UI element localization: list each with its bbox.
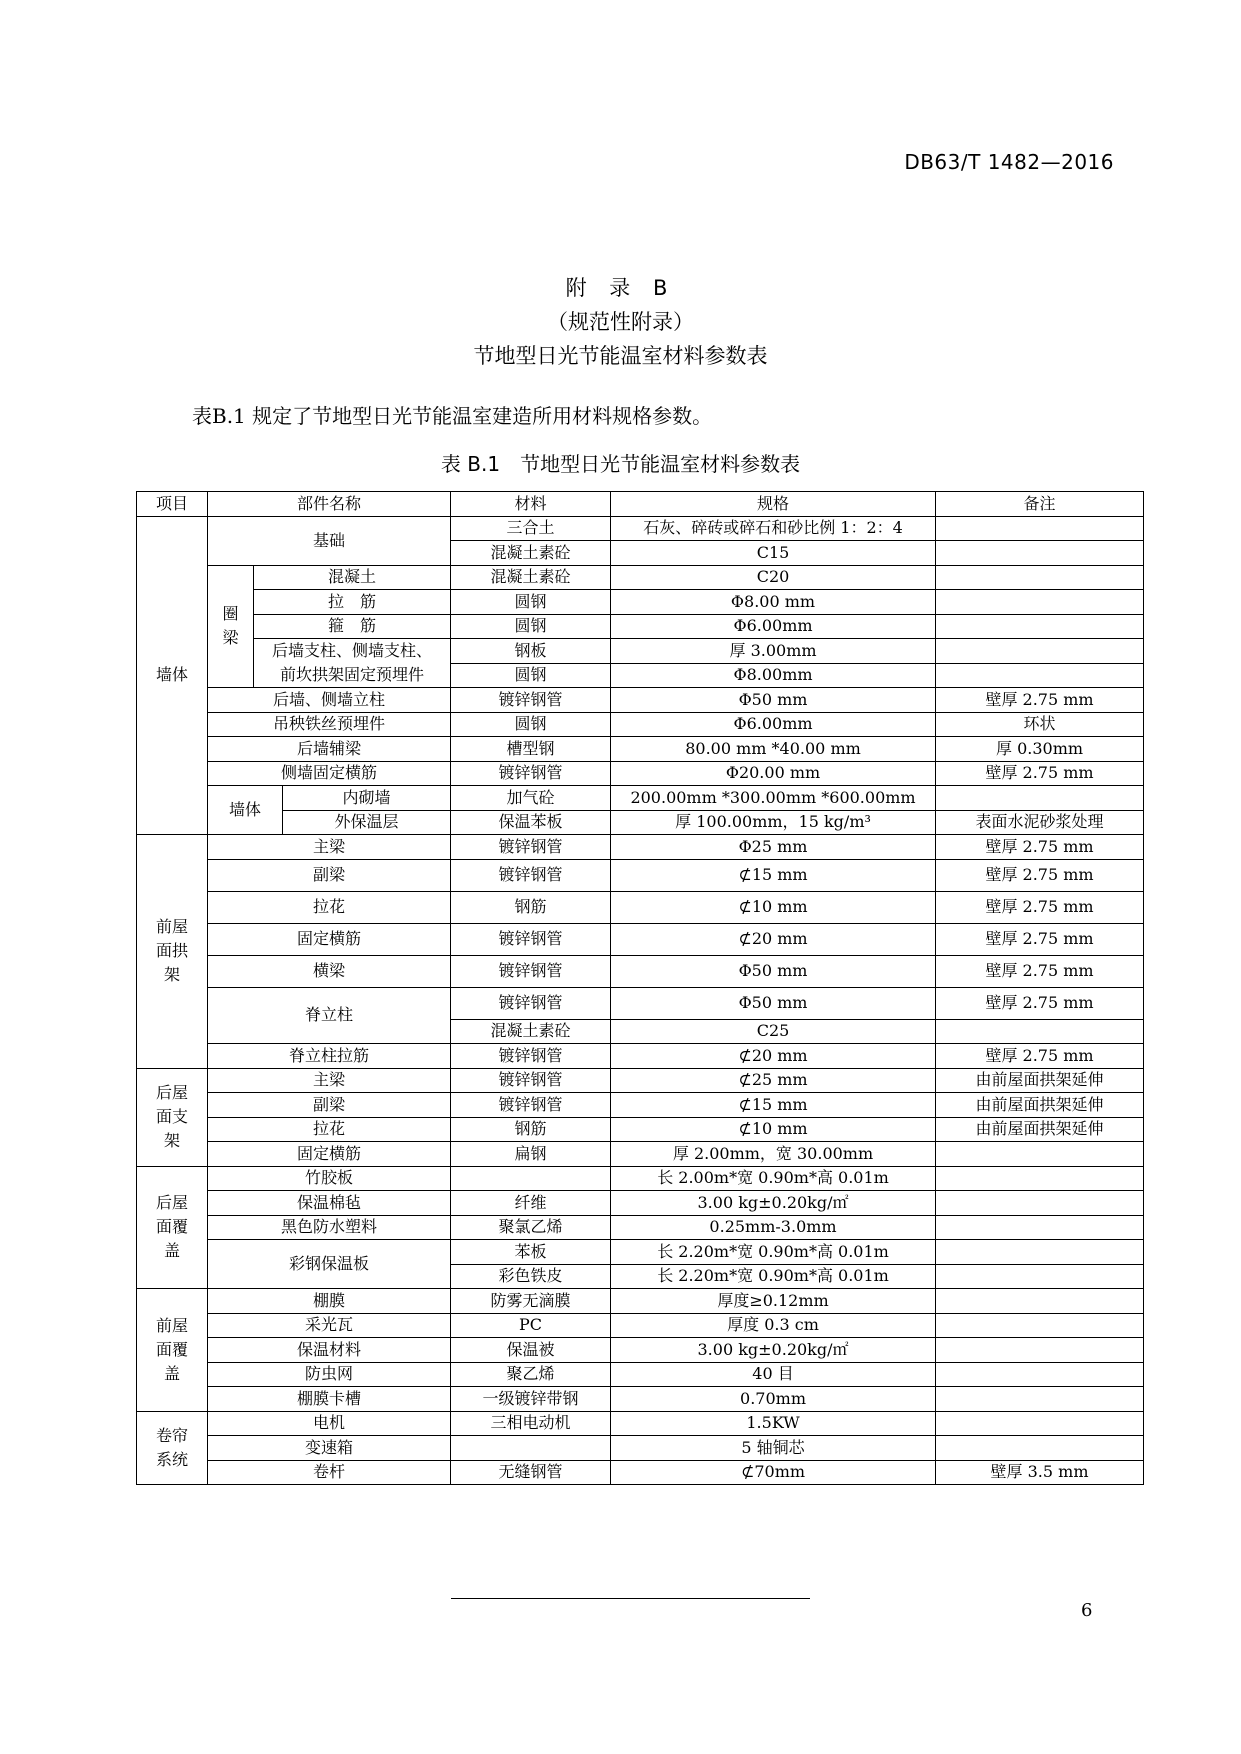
note-cell: [936, 614, 1144, 639]
note-cell: 壁厚 2.75 mm: [936, 1044, 1144, 1069]
table-row: [137, 614, 1144, 639]
table-row: [137, 835, 1144, 860]
note-cell: [936, 590, 1144, 615]
table-row: [137, 1142, 1144, 1167]
group-wall: 墙体: [137, 516, 208, 835]
part-cell: 内砌墙: [283, 786, 451, 811]
table-row: [137, 737, 1144, 762]
table-row: [137, 1093, 1144, 1118]
spec-cell: 长 2.20m*宽 0.90m*高 0.01m: [611, 1264, 936, 1289]
spec-cell: Φ6.00mm: [611, 712, 936, 737]
material-cell: 混凝土素砼: [451, 565, 611, 590]
table-row: [137, 1068, 1144, 1093]
spec-cell: 厚 2.00mm，宽 30.00mm: [611, 1142, 936, 1167]
group-front-cover: 前屋面覆盖: [137, 1289, 208, 1412]
note-cell: [936, 1338, 1144, 1363]
part-cell: 棚膜卡槽: [208, 1387, 451, 1412]
spec-cell: 厚度≥0.12mm: [611, 1289, 936, 1314]
part-cell: 基础: [208, 516, 451, 565]
table-row: [137, 1411, 1144, 1436]
part-cell: 黑色防水塑料: [208, 1215, 451, 1240]
table-row: [137, 1338, 1144, 1363]
part-cell: 外保温层: [283, 810, 451, 835]
table-row: [137, 1191, 1144, 1216]
part-cell: 拉花: [208, 1117, 451, 1142]
spec-cell: ⊄25 mm: [611, 1068, 936, 1093]
note-cell: 壁厚 2.75 mm: [936, 955, 1144, 987]
table-row: [137, 1240, 1144, 1265]
table-row: [137, 761, 1144, 786]
material-cell: 三相电动机: [451, 1411, 611, 1436]
part-cell: 副梁: [208, 1093, 451, 1118]
table-row: [137, 1117, 1144, 1142]
document-code: DB63/T 1482—2016: [904, 150, 1114, 174]
table-row: [137, 1436, 1144, 1461]
note-cell: [936, 663, 1144, 688]
group-roller-system: 卷帘系统: [137, 1411, 208, 1485]
note-cell: [936, 1166, 1144, 1191]
spec-cell: 5 轴铜芯: [611, 1436, 936, 1461]
part-cell: 采光瓦: [208, 1313, 451, 1338]
header-note: 备注: [936, 492, 1144, 517]
spec-cell: 长 2.00m*宽 0.90m*高 0.01m: [611, 1166, 936, 1191]
spec-cell: ⊄10 mm: [611, 891, 936, 923]
note-cell: 表面水泥砂浆处理: [936, 810, 1144, 835]
material-cell: 保温被: [451, 1338, 611, 1363]
spec-cell: ⊄15 mm: [611, 1093, 936, 1118]
table-row: [137, 859, 1144, 891]
table-row: [137, 1313, 1144, 1338]
header-part: 部件名称: [208, 492, 451, 517]
material-cell: 钢板: [451, 639, 611, 664]
group-rear-support: 后屋面支架: [137, 1068, 208, 1166]
part-cell: 固定横筋: [208, 1142, 451, 1167]
spec-cell: Φ50 mm: [611, 987, 936, 1019]
part-cell: 混凝土: [254, 565, 451, 590]
part-cell: 横梁: [208, 955, 451, 987]
material-cell: 镀锌钢管: [451, 987, 611, 1019]
note-cell: [936, 1289, 1144, 1314]
material-parameter-table: [136, 491, 1144, 1485]
spec-cell: ⊄70mm: [611, 1460, 936, 1485]
spec-cell: Φ8.00mm: [611, 663, 936, 688]
part-cell: 保温材料: [208, 1338, 451, 1363]
material-cell: 三合土: [451, 516, 611, 541]
part-cell: 拉 筋: [254, 590, 451, 615]
material-cell: 镀锌钢管: [451, 835, 611, 860]
header-item: 项目: [137, 492, 208, 517]
part-cell: 拉花: [208, 891, 451, 923]
part-cell: 前坎拱架固定预埋件: [254, 663, 451, 688]
table-row: [137, 1387, 1144, 1412]
spec-cell: 80.00 mm *40.00 mm: [611, 737, 936, 762]
note-cell: [936, 1019, 1144, 1044]
material-cell: 镀锌钢管: [451, 1068, 611, 1093]
material-cell: 聚氯乙烯: [451, 1215, 611, 1240]
material-cell: 镀锌钢管: [451, 1093, 611, 1118]
note-cell: [936, 1436, 1144, 1461]
material-cell: 钢筋: [451, 891, 611, 923]
note-cell: [936, 1142, 1144, 1167]
appendix-title: 附 录 B: [565, 276, 676, 300]
spec-cell: Φ50 mm: [611, 688, 936, 713]
material-cell: 纤维: [451, 1191, 611, 1216]
footer-divider: [451, 1598, 810, 1599]
spec-cell: 3.00 kg±0.20kg/㎡: [611, 1191, 936, 1216]
spec-cell: 0.70mm: [611, 1387, 936, 1412]
part-cell: 主梁: [208, 1068, 451, 1093]
subgroup-ring-beam: 圈梁: [208, 565, 254, 688]
part-cell: 棚膜: [208, 1289, 451, 1314]
part-cell: 保温棉毡: [208, 1191, 451, 1216]
table-row: [137, 987, 1144, 1019]
note-cell: 壁厚 2.75 mm: [936, 859, 1144, 891]
material-cell: 扁钢: [451, 1142, 611, 1167]
table-row: [137, 891, 1144, 923]
material-cell: 镀锌钢管: [451, 761, 611, 786]
note-cell: [936, 1264, 1144, 1289]
material-cell: [451, 1166, 611, 1191]
note-cell: 由前屋面拱架延伸: [936, 1117, 1144, 1142]
header-spec: 规格: [611, 492, 936, 517]
note-cell: 壁厚 2.75 mm: [936, 835, 1144, 860]
note-cell: [936, 516, 1144, 541]
spec-cell: 0.25mm-3.0mm: [611, 1215, 936, 1240]
spec-cell: 厚 3.00mm: [611, 639, 936, 664]
note-cell: [936, 1411, 1144, 1436]
material-cell: 聚乙烯: [451, 1362, 611, 1387]
spec-cell: C25: [611, 1019, 936, 1044]
note-cell: [936, 1240, 1144, 1265]
spec-cell: 40 目: [611, 1362, 936, 1387]
material-cell: 苯板: [451, 1240, 611, 1265]
table-row: [137, 590, 1144, 615]
appendix-heading: 节地型日光节能温室材料参数表: [473, 344, 768, 368]
material-cell: 彩色铁皮: [451, 1264, 611, 1289]
table-row: [137, 786, 1144, 811]
part-cell: 后墙支柱、侧墙支柱、: [254, 639, 451, 664]
note-cell: 环状: [936, 712, 1144, 737]
note-cell: [936, 1215, 1144, 1240]
material-cell: 圆钢: [451, 614, 611, 639]
spec-cell: 厚度 0.3 cm: [611, 1313, 936, 1338]
table-row: [137, 1215, 1144, 1240]
spec-cell: 长 2.20m*宽 0.90m*高 0.01m: [611, 1240, 936, 1265]
material-cell: 混凝土素砼: [451, 1019, 611, 1044]
spec-cell: ⊄20 mm: [611, 923, 936, 955]
note-cell: 壁厚 3.5 mm: [936, 1460, 1144, 1485]
part-cell: 后墙、侧墙立柱: [208, 688, 451, 713]
header-material: 材料: [451, 492, 611, 517]
material-cell: 圆钢: [451, 712, 611, 737]
material-cell: 镀锌钢管: [451, 688, 611, 713]
material-cell: 钢筋: [451, 1117, 611, 1142]
part-cell: 后墙辅梁: [208, 737, 451, 762]
note-cell: [936, 565, 1144, 590]
material-cell: 镀锌钢管: [451, 1044, 611, 1069]
part-cell: 电机: [208, 1411, 451, 1436]
material-cell: 混凝土素砼: [451, 541, 611, 566]
note-cell: 壁厚 2.75 mm: [936, 761, 1144, 786]
material-cell: [451, 1436, 611, 1461]
spec-cell: 3.00 kg±0.20kg/㎡: [611, 1338, 936, 1363]
note-cell: [936, 786, 1144, 811]
spec-cell: Φ25 mm: [611, 835, 936, 860]
table-row: [137, 1166, 1144, 1191]
note-cell: 由前屋面拱架延伸: [936, 1093, 1144, 1118]
part-cell: 副梁: [208, 859, 451, 891]
spec-cell: Φ50 mm: [611, 955, 936, 987]
table-row: [137, 712, 1144, 737]
table-row: [137, 663, 1144, 688]
table-row: [137, 688, 1144, 713]
spec-cell: ⊄20 mm: [611, 1044, 936, 1069]
part-cell: 主梁: [208, 835, 451, 860]
material-cell: PC: [451, 1313, 611, 1338]
part-cell: 吊秧铁丝预埋件: [208, 712, 451, 737]
note-cell: 壁厚 2.75 mm: [936, 987, 1144, 1019]
group-rear-cover: 后屋面覆盖: [137, 1166, 208, 1289]
part-cell: 固定横筋: [208, 923, 451, 955]
table-row: [137, 1289, 1144, 1314]
material-cell: 保温苯板: [451, 810, 611, 835]
intro-paragraph: 表B.1 规定了节地型日光节能温室建造所用材料规格参数。: [192, 404, 713, 428]
material-cell: 一级镀锌带钢: [451, 1387, 611, 1412]
part-cell: 变速箱: [208, 1436, 451, 1461]
note-cell: [936, 639, 1144, 664]
material-cell: 无缝钢管: [451, 1460, 611, 1485]
spec-cell: 200.00mm *300.00mm *600.00mm: [611, 786, 936, 811]
part-cell: 脊立柱拉筋: [208, 1044, 451, 1069]
table-header-row: [137, 492, 1144, 517]
table-caption: 表 B.1 节地型日光节能温室材料参数表: [440, 452, 801, 476]
spec-cell: Φ6.00mm: [611, 614, 936, 639]
note-cell: [936, 541, 1144, 566]
note-cell: 壁厚 2.75 mm: [936, 891, 1144, 923]
spec-cell: C15: [611, 541, 936, 566]
table-row: [137, 1362, 1144, 1387]
table-row: [137, 923, 1144, 955]
table-row: [137, 516, 1144, 541]
spec-cell: 1.5KW: [611, 1411, 936, 1436]
material-cell: 槽型钢: [451, 737, 611, 762]
table-row: [137, 639, 1144, 664]
group-front-arch: 前屋面拱架: [137, 835, 208, 1069]
note-cell: [936, 1313, 1144, 1338]
note-cell: 壁厚 2.75 mm: [936, 923, 1144, 955]
note-cell: [936, 1387, 1144, 1412]
note-cell: [936, 1362, 1144, 1387]
part-cell: 防虫网: [208, 1362, 451, 1387]
appendix-type: （规范性附录）: [547, 310, 694, 334]
page-number: 6: [1081, 1600, 1093, 1621]
spec-cell: 厚 100.00mm，15 kg/m³: [611, 810, 936, 835]
note-cell: 由前屋面拱架延伸: [936, 1068, 1144, 1093]
part-cell: 卷杆: [208, 1460, 451, 1485]
part-cell: 侧墙固定横筋: [208, 761, 451, 786]
spec-cell: 石灰、碎砖或碎石和砂比例 1：2：4: [611, 516, 936, 541]
material-cell: 圆钢: [451, 590, 611, 615]
subgroup-wall-body: 墙体: [208, 786, 283, 835]
material-cell: 镀锌钢管: [451, 923, 611, 955]
note-cell: 厚 0.30mm: [936, 737, 1144, 762]
note-cell: 壁厚 2.75 mm: [936, 688, 1144, 713]
material-cell: 加气砼: [451, 786, 611, 811]
part-cell: 脊立柱: [208, 987, 451, 1044]
table-row: [137, 1044, 1144, 1069]
part-cell: 竹胶板: [208, 1166, 451, 1191]
part-cell: 箍 筋: [254, 614, 451, 639]
table-row: [137, 955, 1144, 987]
material-cell: 防雾无滴膜: [451, 1289, 611, 1314]
table-row: [137, 1460, 1144, 1485]
material-cell: 镀锌钢管: [451, 955, 611, 987]
spec-cell: Φ20.00 mm: [611, 761, 936, 786]
spec-cell: ⊄10 mm: [611, 1117, 936, 1142]
table-row: [137, 810, 1144, 835]
spec-cell: ⊄15 mm: [611, 859, 936, 891]
note-cell: [936, 1191, 1144, 1216]
spec-cell: Φ8.00 mm: [611, 590, 936, 615]
part-cell: 彩钢保温板: [208, 1240, 451, 1289]
table-row: [137, 565, 1144, 590]
material-cell: 圆钢: [451, 663, 611, 688]
spec-cell: C20: [611, 565, 936, 590]
material-cell: 镀锌钢管: [451, 859, 611, 891]
